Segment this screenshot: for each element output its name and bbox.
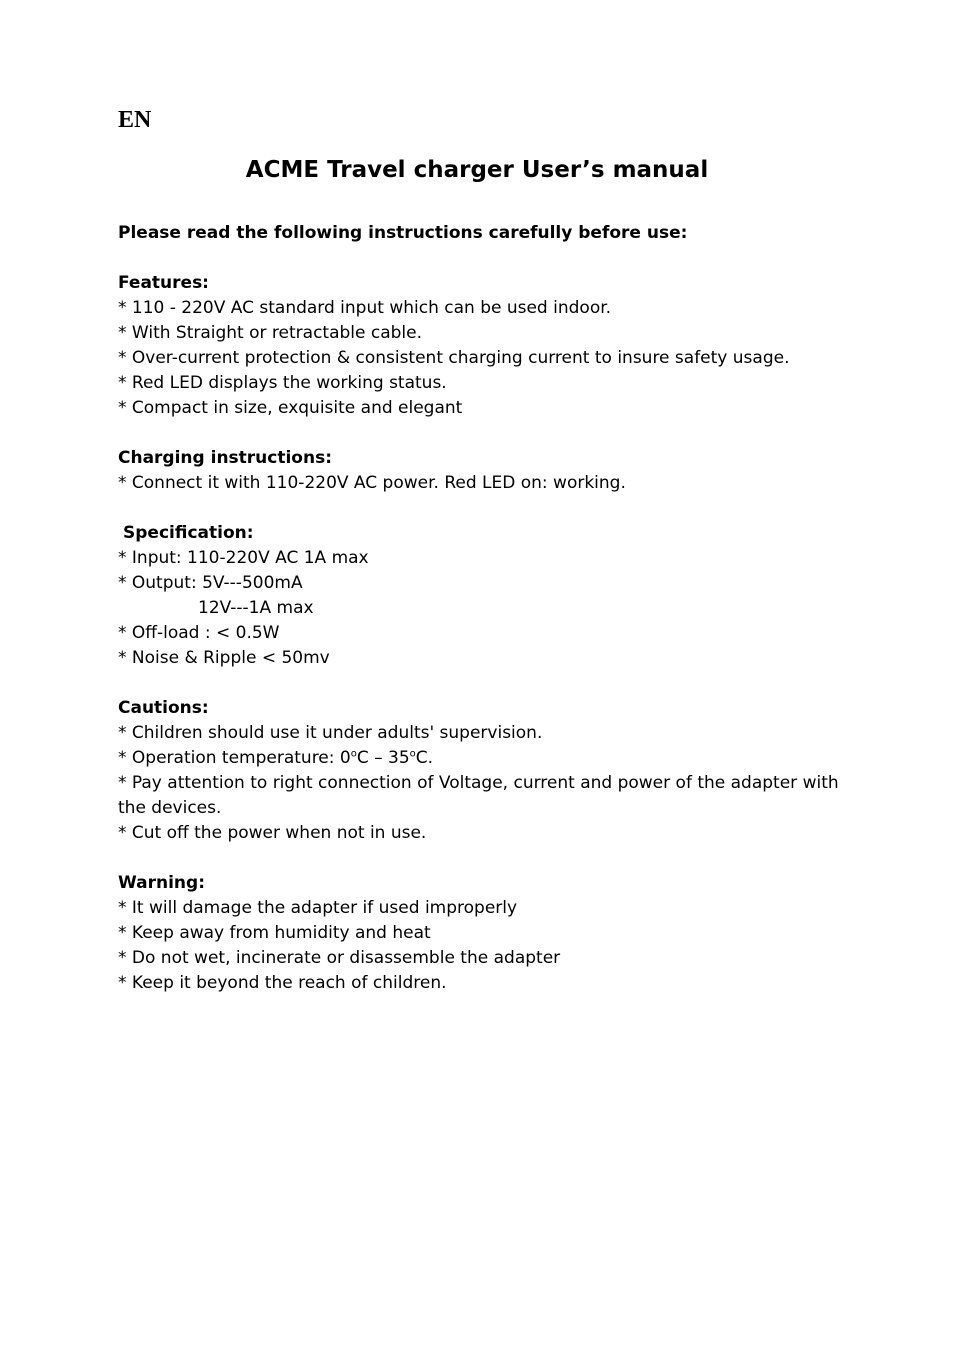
warning-item: * Do not wet, incinerate or disassemble the adapter [118,948,561,968]
spacer [118,671,848,696]
cautions-section [118,696,848,846]
spec-output-continued: 12V---1A max [198,598,314,618]
cautions-heading: Cautions: [118,698,209,718]
spacer [118,496,848,521]
warning-heading: Warning: [118,873,206,893]
temp-prefix: * Operation temperature: 0 [118,748,351,768]
spec-input: * Input: 110-220V AC 1A max [118,548,369,568]
degree-mark: o [409,748,416,760]
charging-section [118,446,848,496]
feature-item: * With Straight or retractable cable. [118,323,423,343]
feature-item: * Compact in size, exquisite and elegant [118,398,463,418]
spec-offload: * Off-load : < 0.5W [118,623,280,643]
spacer [118,846,848,871]
specification-section [118,521,848,671]
features-heading: Features: [118,273,209,293]
spec-noise: * Noise & Ripple < 50mv [118,648,330,668]
caution-temperature [118,746,848,771]
document-body [118,221,848,996]
specification-heading: Specification: [123,523,254,543]
caution-item: * Cut off the power when not in use. [118,823,427,843]
degree-mark: o [350,748,357,760]
spacer [118,246,848,271]
feature-item: * Red LED displays the working status. [118,373,447,393]
spacer [118,421,848,446]
warning-section [118,871,848,996]
temp-mid: C – 35 [356,748,410,768]
language-tag: EN [118,107,152,133]
caution-item: * Children should use it under adults' supervision. [118,723,543,743]
warning-item: * It will damage the adapter if used improperly [118,898,518,918]
warning-item: * Keep it beyond the reach of children. [118,973,447,993]
warning-item: * Keep away from humidity and heat [118,923,431,943]
charging-item: * Connect it with 110-220V AC power. Red LED on: working. [118,473,626,493]
charging-heading: Charging instructions: [118,448,333,468]
feature-item: * Over-current protection & consistent charging current to insure safety usage. [118,348,790,368]
document-title: ACME Travel charger User’s manual [245,157,709,183]
intro-text: Please read the following instructions carefully before use: [118,223,688,243]
temp-suffix: C. [415,748,434,768]
spec-output: * Output: 5V---500mA [118,573,303,593]
caution-item: * Pay attention to right connection of Voltage, current and power of the adapter with the devices. [118,773,839,818]
features-section [118,271,848,421]
feature-item: * 110 - 220V AC standard input which can be used indoor. [118,298,612,318]
